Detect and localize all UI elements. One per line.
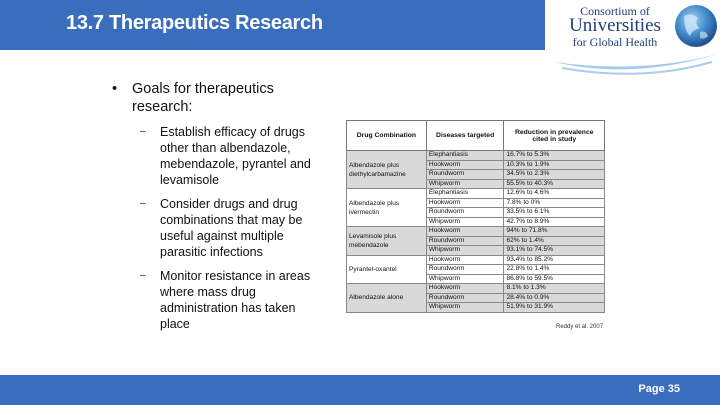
main-bullet-text: Goals for therapeutics research: [132, 81, 274, 115]
disease-cell: Roundworm [426, 293, 504, 303]
disease-cell: Roundworm [426, 170, 504, 180]
table-row [347, 284, 605, 294]
disease-cell: Hookworm [426, 160, 504, 170]
disease-cell: Whipworm [426, 246, 504, 256]
reduction-cell: 16.7% to 5.3% [504, 151, 605, 161]
sub-bullet-text: Monitor resistance in areas where mass drug administration has taken place [160, 269, 311, 331]
sub-bullet [112, 196, 312, 260]
disease-cell: Hookworm [426, 227, 504, 237]
dash-icon: – [140, 270, 146, 281]
reduction-cell: 42.7% to 8.9% [504, 217, 605, 227]
reduction-cell: 8.1% to 1.3% [504, 284, 605, 294]
logo-line-3: for Global Health [572, 35, 658, 49]
dash-icon: – [140, 126, 146, 137]
sub-bullet [112, 268, 312, 332]
consortium-logo [552, 0, 720, 80]
disease-cell: Elephantiasis [426, 151, 504, 161]
logo-swoosh [552, 48, 720, 80]
table-row [347, 227, 605, 237]
disease-cell: Hookworm [426, 198, 504, 208]
reduction-cell: 93.1% to 74.5% [504, 246, 605, 256]
sub-bullet [112, 124, 312, 188]
table-header: Reduction in prevalence cited in study [504, 121, 605, 151]
dash-icon: – [140, 198, 146, 209]
reduction-cell: 12.6% to 4.6% [504, 189, 605, 199]
globe-icon [666, 2, 720, 52]
reduction-cell: 28.4% to 0.9% [504, 293, 605, 303]
reduction-cell: 55.5% to 40.3% [504, 179, 605, 189]
sub-bullet-text: Consider drugs and drug combinations that may be useful against multiple parasitic infections [160, 197, 303, 259]
reduction-cell: 34.5% to 2.3% [504, 170, 605, 180]
reduction-cell: 62% to 1.4% [504, 236, 605, 246]
drug-combination-cell: Pyrantel-oxantel [347, 255, 427, 284]
disease-cell: Hookworm [426, 255, 504, 265]
disease-cell: Whipworm [426, 303, 504, 313]
disease-cell: Hookworm [426, 284, 504, 294]
table-row [347, 189, 605, 199]
disease-cell: Whipworm [426, 274, 504, 284]
bullet-icon: • [112, 81, 118, 97]
reduction-cell: 7.8% to 0% [504, 198, 605, 208]
reduction-cell: 22.8% to 1.4% [504, 265, 605, 275]
drug-combination-cell: Albendazole plus ivermectin [347, 189, 427, 227]
header-bar [0, 0, 545, 50]
table-row [347, 255, 605, 265]
disease-cell: Roundworm [426, 265, 504, 275]
disease-cell: Elephantiasis [426, 189, 504, 199]
drug-combination-cell: Albendazole plus diethylcarbamazine [347, 151, 427, 189]
drug-combination-cell: Albendazole alone [347, 284, 427, 313]
reduction-cell: 51.9% to 31.9% [504, 303, 605, 313]
disease-cell: Whipworm [426, 217, 504, 227]
page-number: Page 35 [638, 383, 680, 395]
disease-cell: Whipworm [426, 179, 504, 189]
sub-bullet-text: Establish efficacy of drugs other than albendazole, mebendazole, pyrantel and levamisole [160, 125, 311, 187]
logo-line-1: Consortium of [580, 4, 650, 18]
disease-cell: Roundworm [426, 236, 504, 246]
reduction-cell: 93.4% to 85.2% [504, 255, 605, 265]
reduction-cell: 86.8% to 59.5% [504, 274, 605, 284]
reduction-cell: 94% to 71.8% [504, 227, 605, 237]
drug-table [346, 120, 605, 313]
main-bullet [112, 80, 312, 116]
table-header: Drug Combination [347, 121, 427, 151]
slide-title: 13.7 Therapeutics Research [66, 12, 323, 34]
logo-line-2: Universities [569, 15, 661, 36]
goals-list [112, 80, 312, 332]
drug-combination-cell: Levamisole plus mebendazole [347, 227, 427, 256]
footer-bar [0, 375, 720, 405]
table-header: Diseases targeted [426, 121, 504, 151]
citation: Reddy et al. 2007 [556, 324, 604, 330]
disease-cell: Roundworm [426, 208, 504, 218]
reduction-cell: 10.3% to 1.9% [504, 160, 605, 170]
reduction-cell: 33.5% to 6.1% [504, 208, 605, 218]
table-row [347, 151, 605, 161]
